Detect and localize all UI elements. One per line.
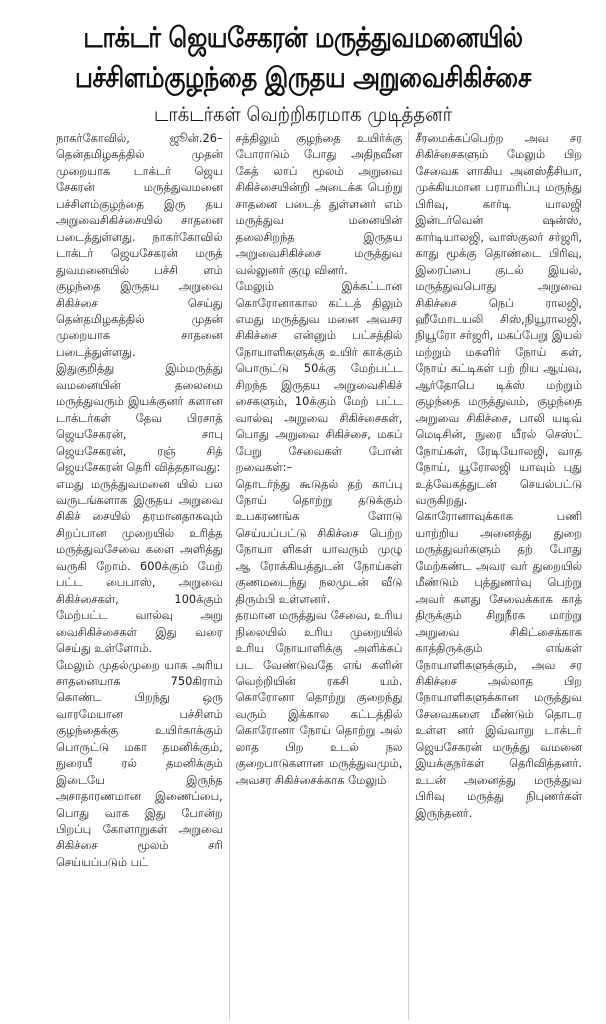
paragraph: மேலும் முதல்முறை யாக அரிய சாதனையாக 750கிராம் கொண்ட பிறந்து ஒரு வாரமேயான பச்சிளம் குழந்தைக்கு உயிர்காக்கும் பொருட்டு மகா தமனிக்கும், நுரையீ ரல் தமனிக்கும் இடையே இருந்த அசாதாரணமான இணைப்பை, பொது வாக இது போன்ற பிறப்பு கோளாறுகள் அறுவை சிகிச்சை மூலம் சரி செய்யப்படும் பட்: [56, 657, 223, 869]
article-body: [50, 130, 588, 1020]
paragraph: இதுகுறித்து இம்மருத்து வமனையின் தலைமை மருத்துவரும் இயக்குனர் களான டாக்டர்கள் தேவ பிரசாத் ஜெயசேகரன், சாபு ஜெயசேகரன், ரஞ் சித் ஜெயசேகரன் தெரி வித்ததாவது:: [56, 361, 223, 475]
paragraph: கொரோனாவுக்காக பணி யாற்றிய அனைத்து துறை மருத்துவர்களும் தற் போது மேற்கண்ட அவர வர் துறையில் மீண்டும் புத்துணர்வு பெற்று அவர் களது சேவைக்காக காத் திருக்கும் சிறுநீரக மாற்று அறுவை சிகிட்சைக்காக காத்திருக்கும் எங்கள் நோயாளிகளுக்கும், அவ சர சிகிச்சை அல்லாத பிற நோயாளிகளுக்கான மருத்துவ சேவைகளை மீண்டும் தொடர உள்ள னர் இவ்வாறு டாக்டர் ஜெயசேகரன் மருத்து வமனை இயக்குநர்கள் தெரிவித்தனர். உடன் அனைத்து மருத்துவ பிரிவு மருத்து நிபுணர்கள் இருந்தனர்.: [415, 509, 583, 820]
headline-line-2: பச்சிளம்குழந்தை இருதய அறுவைசிகிச்சை: [75, 61, 531, 94]
subheadline: டாக்டர்கள் வெற்றிகரமாக முடித்தனர்: [154, 102, 452, 126]
paragraph: எமது மருத்துவமனை யில் பல வருடங்களாக இருதய அறுவை சிகிச் சையில் தரமானதாகவும் சிறப்பான முறையில் உரித்த மருத்துவசேவை களை அளித்து வருகி றோம். 600க்கும் மேற் பட்ட பைபாஸ், அறுவை சிகிச்சைகள், 100க்கும் மேற்பட்ட வால்வு அறு வைசிகிச்சைகள் இது வரை செய்து உள்ளோம்.: [56, 476, 223, 656]
paragraph: சீரமைக்கப்பெற்ற அவ சர சிகிச்சைகளும் மேலும் பிற சேவைக ளாகிய அனஸ்தீசியா, முக்கியமான பராமரிப்பு மருந்து பிரிவு, கார்டி யாலஜி இன்டர்வென் ஷன்ஸ், கார்டியாலஜி, வாஸ்குலர் சர்ஜரி, காது மூக்கு தொண்டை பிரிவு, இரைப்பை குடல் இயல், மருத்துவபொது அறுவை சிகிச்சை நெப் ராலஜி, ஹீமோடயலி சிஸ்,நியூராலஜி, நியூரோ சர்ஜரி, மகப்பேறு இயல் மற்றும் மகளிர் நோய் கள், நோய் கட்டிகள் பற் றிய ஆய்வு, ஆர்தோபெ டிக்ஸ் மற்றும் குழந்தை மருத்துவம், குழந்தை அறுவை சிகிச்சை, பாலி யடிவ் மெடிசின், நுரை யீரல் செஸ்ட் நோய்கள், ரேடியோலஜி, வாத நோய், யூரோலஜி யாவும் புது உத்வேகத்துடன் செயல்பட்டு வருகிறது.: [415, 131, 583, 507]
paragraph: மேலும் இக்கட்டான கொரோனாகால கட்டத் திலும் எமது மருத்துவ மனை அவசர சிகிச்சை என்னும் பட்சத்தில் நோயாளிகளுக்கு உயிர் காக்கும் பொருட்டு 50க்கு மேற்பட்ட சிறந்த இருதய அறுவைசிகிச் சைகளும், 10க்கும் மேற் பட்ட வால்வு அறுவை சிகிச்சைகள், பொது அறுவை சிகிச்சை, மகப் பேறு சேவைகள் போன் றவைகள்:–: [235, 279, 403, 475]
paragraph: தரமான மருத்துவ சேவை, உரிய நிலையில் உரிய முறையில் உரிய நோயாளிக்கு அளிக்கப் பட வேண்டுவதே எங் களின் வெற்றியின் ரகசி யம். கொரோனா தொற்று குறைந்து வரும் இக்கால கட்டத்தில் கொரோனா நோய் தொற்று அல் லாத பிற உடல் நல குறைபாடுகளான மருத்துவமும், அவசர சிகிச்சைக்காக மேலும்: [235, 608, 403, 787]
paragraph: நாகர்கோவில், ஜூன்.26– தென்தமிழகத்தில் முதன் முறையாக டாக்டர் ஜெய சேகரன் மருத்துவமனை பச்சிளம்குழந்தை இரு தய அறுவைசிகிச்சையில் சாதனை படைத்துள்ளது. நாகர்கோவில் டாக்டர் ஜெயசேகரன் மருத் துவமனையில் பச்சி ளம் குழந்தை இருதய அறுவை சிகிச்சை செய்து தென்தமிழகத்தில் முதன் முறையாக சாதனை படைத்துள்ளது.: [56, 131, 223, 359]
paragraph: தொடர்ந்து கூடுதல் தற் காப்பு நோய் தொற்று தடுக்கும் உபகரணங்க ளோடு செய்யப்பட்டு சிகிச்சை பெற்ற நோயா ளிகள் யாவரும் முழு ஆ ரோக்கியத்துடன் நோய்கள் குணமடைந்து நலமுடன் வீடு திரும்பி உள்ளனர்.: [235, 476, 403, 606]
headline-line-1: டாக்டர் ஜெயசேகரன் மருத்துவமனையில்: [83, 21, 523, 54]
article-column-2: [229, 130, 409, 1020]
article-column-1: [50, 130, 229, 1020]
paragraph: சத்திலும் குழந்தை உயிர்க்கு போராடும் போது அதிநவீன கேத் லாப் மூலம் அறுவை சிகிச்சையின்றி அடைக்க பெற்று சாதனை படைத் துள்ளனர் எம் மருத்துவ மனையின் தலைசிறந்த இருதய அறுவைசிகிச்சை மருத்துவ வல்லுனர் குழு வினர்.: [235, 131, 403, 277]
article-column-3: [408, 130, 588, 1020]
